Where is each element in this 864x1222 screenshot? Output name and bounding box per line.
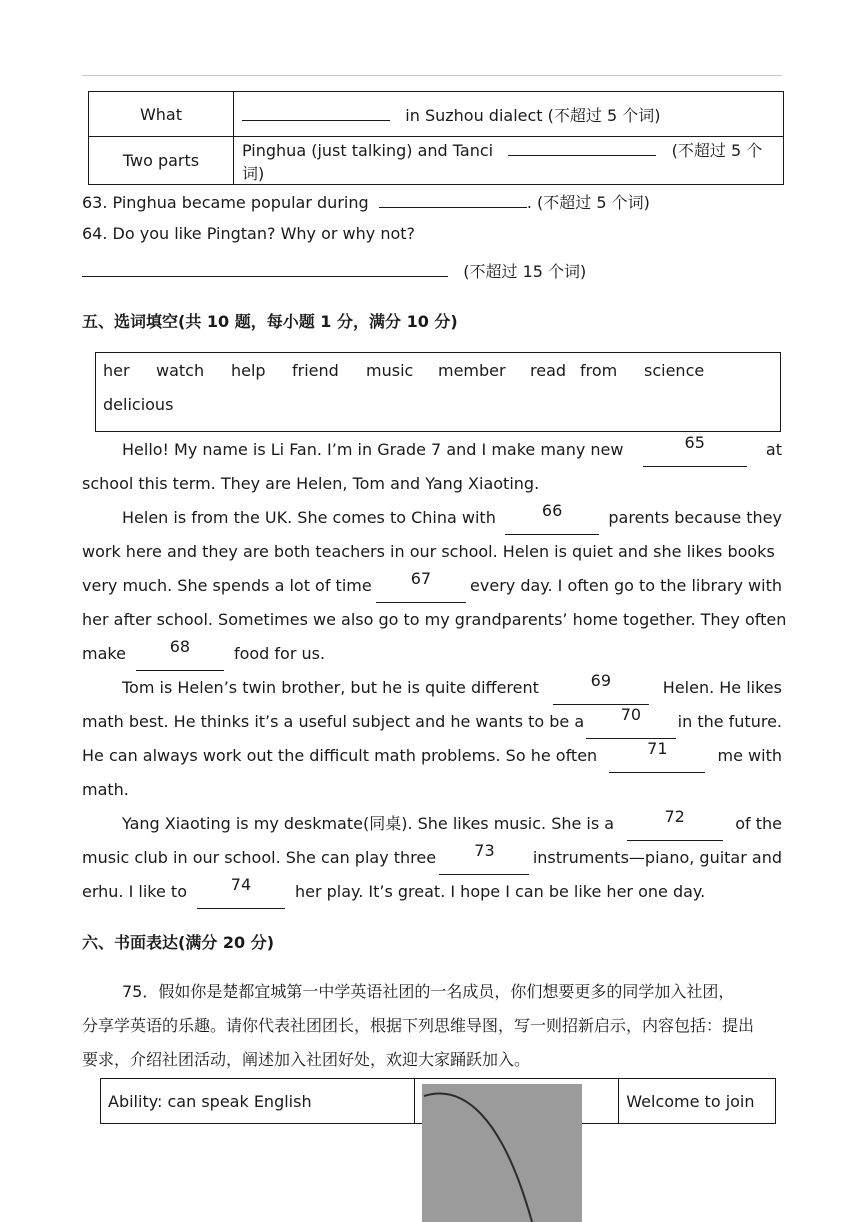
passage-text: very much. She spends a lot of time xyxy=(82,576,372,595)
row-content xyxy=(234,92,784,137)
passage-line xyxy=(82,467,782,501)
passage-text: He can always work out the difficult math problems. So he often xyxy=(82,746,598,765)
blank-67[interactable]: 67 xyxy=(376,569,466,603)
answer-blank[interactable] xyxy=(508,137,656,156)
passage-text: work here and they are both teachers in our school. Helen is quiet and she likes books xyxy=(82,542,775,561)
section-5-heading: 五、选词填空(共 10 题，每小题 1 分，满分 10 分) xyxy=(82,312,458,331)
passage-text: her play. It’s great. I hope I can be like her one day. xyxy=(294,882,706,901)
question-limit: (不超过 15 个词) xyxy=(463,262,587,281)
word-bank xyxy=(95,352,781,432)
word-item: her xyxy=(103,361,130,380)
question-text: 63. Pinghua became popular during xyxy=(82,193,369,212)
curve-image xyxy=(422,1084,582,1222)
passage-text: music club in our school. She can play three xyxy=(82,848,437,867)
passage-line xyxy=(82,501,782,535)
row-text: (不超过 5 个词) xyxy=(242,141,763,183)
word-item: watch xyxy=(156,361,205,380)
mind-map-cell: Welcome to join xyxy=(619,1079,776,1124)
blank-74[interactable]: 74 xyxy=(197,875,285,909)
blank-66[interactable]: 66 xyxy=(505,501,599,535)
pingtan-info-table xyxy=(88,91,784,185)
passage-text: in the future. xyxy=(677,712,782,731)
blank-69[interactable]: 69 xyxy=(553,671,649,705)
passage-text: every day. I often go to the library with xyxy=(470,576,782,595)
passage-text: Hello! My name is Li Fan. I’m in Grade 7 and I make many new xyxy=(122,440,624,459)
table-row xyxy=(89,137,784,185)
passage xyxy=(82,433,787,909)
word-item: delicious xyxy=(103,395,174,414)
word-item: member xyxy=(438,361,506,380)
passage-line xyxy=(82,773,782,807)
prompt-line: 要求，介绍社团活动，阐述加入社团好处，欢迎大家踊跃加入。 xyxy=(82,1050,531,1069)
question-64: 64. Do you like Pingtan? Why or why not? xyxy=(82,224,416,243)
section-6-heading: 六、书面表达(满分 20 分) xyxy=(82,933,275,952)
passage-text: make xyxy=(82,644,126,663)
passage-text: Helen is from the UK. She comes to China with xyxy=(122,508,496,527)
passage-text: food for us. xyxy=(233,644,326,663)
question-63 xyxy=(82,189,650,213)
passage-line xyxy=(82,569,782,603)
blank-65[interactable]: 65 xyxy=(643,433,747,467)
question-64-answer-line xyxy=(82,258,586,282)
passage-text: Yang Xiaoting is my deskmate(同桌). She likes music. She is a xyxy=(122,814,615,833)
blank-70[interactable]: 70 xyxy=(586,705,676,739)
passage-line xyxy=(82,875,782,909)
passage-text: math best. He thinks it’s a useful subject and he wants to be a xyxy=(82,712,585,731)
passage-text: school this term. They are Helen, Tom and Yang Xiaoting. xyxy=(82,474,540,493)
passage-text: parents because they xyxy=(608,508,782,527)
passage-text: of the xyxy=(735,814,782,833)
row-label: Two parts xyxy=(89,137,234,185)
passage-text: Tom is Helen’s twin brother, but he is quite different xyxy=(122,678,539,697)
passage-line xyxy=(82,807,782,841)
passage-line xyxy=(82,671,782,705)
passage-text: her after school. Sometimes we also go to my grandparents’ home together. They often xyxy=(82,610,787,629)
passage-line xyxy=(82,841,782,875)
passage-line xyxy=(82,433,782,467)
word-item: read xyxy=(530,361,567,380)
word-item: friend xyxy=(292,361,339,380)
answer-blank[interactable] xyxy=(379,189,527,208)
word-item: help xyxy=(231,361,266,380)
prompt-line: 75．假如你是楚都宜城第一中学英语社团的一名成员，你们想要更多的同学加入社团， xyxy=(122,982,735,1001)
passage-line xyxy=(82,739,782,773)
question-limit: . (不超过 5 个词) xyxy=(526,193,650,212)
passage-text: Helen. He likes xyxy=(662,678,782,697)
passage-line xyxy=(82,535,782,569)
passage-text: math. xyxy=(82,780,129,799)
row-text: Pinghua (just talking) and Tanci xyxy=(242,141,494,160)
passage-text: instruments—piano, guitar and xyxy=(532,848,782,867)
passage-line xyxy=(82,603,787,637)
passage-text: erhu. I like to xyxy=(82,882,187,901)
passage-line xyxy=(82,637,782,671)
answer-blank[interactable] xyxy=(242,102,390,121)
passage-text: at xyxy=(765,440,782,459)
blank-73[interactable]: 73 xyxy=(439,841,529,875)
prompt-line: 分享学英语的乐趣。请你代表社团团长，根据下列思维导图，写一则招新启示，内容包括：提出 xyxy=(82,1016,755,1035)
table-row xyxy=(89,92,784,137)
writing-prompt xyxy=(82,975,782,1077)
row-label: What xyxy=(89,92,234,137)
passage-text: me with xyxy=(717,746,782,765)
passage-line xyxy=(82,705,782,739)
answer-blank[interactable] xyxy=(82,258,448,277)
mind-map-cell: Ability: can speak English xyxy=(101,1079,415,1124)
word-item: music xyxy=(366,361,414,380)
word-item: from xyxy=(580,361,618,380)
top-rule xyxy=(82,75,782,76)
blank-68[interactable]: 68 xyxy=(136,637,224,671)
word-item: science xyxy=(644,361,705,380)
blank-71[interactable]: 71 xyxy=(609,739,705,773)
row-content xyxy=(234,137,784,185)
blank-72[interactable]: 72 xyxy=(627,807,723,841)
scanned-photo xyxy=(422,1084,582,1222)
row-text: in Suzhou dialect (不超过 5 个词) xyxy=(405,106,661,125)
